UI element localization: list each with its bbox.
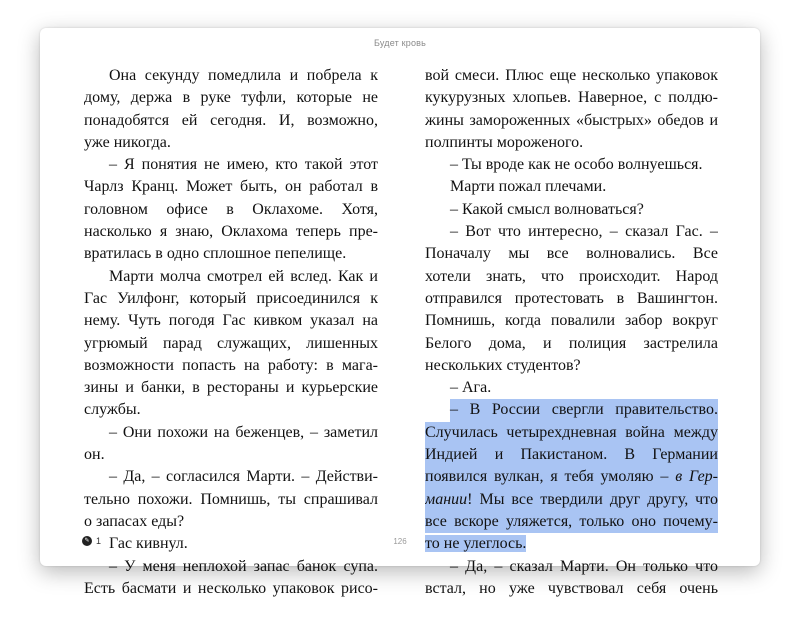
text-line: зины и банки, в рестораны и курьерские xyxy=(84,379,378,397)
text-line: понадобятся ей сегодня. И, возможно, xyxy=(84,111,378,129)
text-line: Марти пожал плечами. xyxy=(450,178,607,196)
text-line: Белого дома, и полиция застрелила xyxy=(425,334,718,352)
text-line: кукурузных хлопьев. Наверное, с полдю- xyxy=(425,89,718,107)
text-line: Она секунду помедлила и побрела к xyxy=(109,67,378,84)
text-line: Поначалу мы все волновались. Все xyxy=(425,245,718,263)
text-line: жины замороженных «быстрых» обедов и xyxy=(425,111,718,129)
text-line: возможности попасть на работу: в мага- xyxy=(84,356,378,374)
text-line: службы. xyxy=(84,401,141,419)
book-title: Будет кровь xyxy=(373,38,427,48)
text-line: Случилась четырехдневная война между xyxy=(425,422,718,444)
text-line: Гас Уилфонг, который присоединился к xyxy=(84,289,378,307)
text-line: угрюмый парад служащих, лишенных xyxy=(84,334,378,352)
right-page[interactable] xyxy=(425,65,718,600)
text-line: – У меня неплохой запас банок супа. xyxy=(109,557,378,575)
text-line: – Вот что интересно, – сказал Гас. – xyxy=(450,223,718,241)
text-line: нему. Чуть погодя Гас кивком указал на xyxy=(84,312,378,330)
left-page[interactable] xyxy=(84,65,378,600)
text-line: – Они похожи на беженцев, – заметил xyxy=(109,423,378,441)
text-line: нескольких студентов? xyxy=(425,356,581,374)
text-line: мании! Мы все твердили друг другу, что xyxy=(425,489,718,511)
text-line: то не улеглось. xyxy=(425,535,527,553)
text-line: – Ага. xyxy=(450,379,492,397)
text-line: – Ты вроде как не особо волнуешься. xyxy=(450,156,703,174)
text-line: головном офисе в Оклахоме. Хотя, xyxy=(84,200,378,218)
text-line: уже никогда. xyxy=(84,133,171,151)
notes-icon: ✎ xyxy=(82,536,92,546)
text-line: встал, но уже чувствовал себя очень xyxy=(425,579,718,597)
text-line: Марти молча смотрел ей вслед. Как и xyxy=(109,267,378,285)
book-reader-window xyxy=(40,28,760,597)
text-line: все вскоре уляжется, только оно почему- xyxy=(425,511,718,533)
text-line: – В России свергли правительство. xyxy=(425,399,718,421)
text-line: Помнишь, когда повалили забор вокруг xyxy=(425,312,718,330)
text-line: появился вулкан, я тебя умоляю – в Гер- xyxy=(425,466,718,488)
text-line: насколько я знаю, Оклахома теперь пре- xyxy=(84,223,378,241)
text-line: – Какой смысл волноваться? xyxy=(450,200,644,218)
text-line: он. xyxy=(84,446,105,464)
text-line: тельно похожи. Помнишь, ты спрашивал xyxy=(84,490,378,508)
text-line: вой смеси. Плюс еще несколько упаковок xyxy=(425,67,718,84)
notes-count: 1 xyxy=(96,536,102,546)
text-line: Гас кивнул. xyxy=(109,535,188,553)
highlighted-passage[interactable] xyxy=(425,399,718,555)
text-line: полпинты мороженого. xyxy=(425,133,584,151)
text-line: – Я понятия не имею, кто такой этот xyxy=(109,156,378,174)
text-line: Есть басмати и несколько упаковок рисо- xyxy=(84,579,378,597)
text-line: о запасах еды? xyxy=(84,512,185,530)
text-line: дому, держа в руке туфли, которые не xyxy=(84,89,378,107)
text-line: отправился протестовать в Вашингтон. xyxy=(425,289,718,307)
text-line: хотели знать, что происходит. Народ xyxy=(425,267,718,285)
text-line: – Да, – сказал Марти. Он только что xyxy=(450,557,718,575)
text-line: Индией и Пакистаном. В Германии xyxy=(425,444,718,466)
text-line: вратилась в одно сплошное пепелище. xyxy=(84,245,347,263)
page-number: 126 xyxy=(393,537,407,546)
text-line: Чарлз Кранц. Может быть, он работал в xyxy=(84,178,378,196)
text-line: – Да, – согласился Марти. – Действи- xyxy=(109,468,378,486)
